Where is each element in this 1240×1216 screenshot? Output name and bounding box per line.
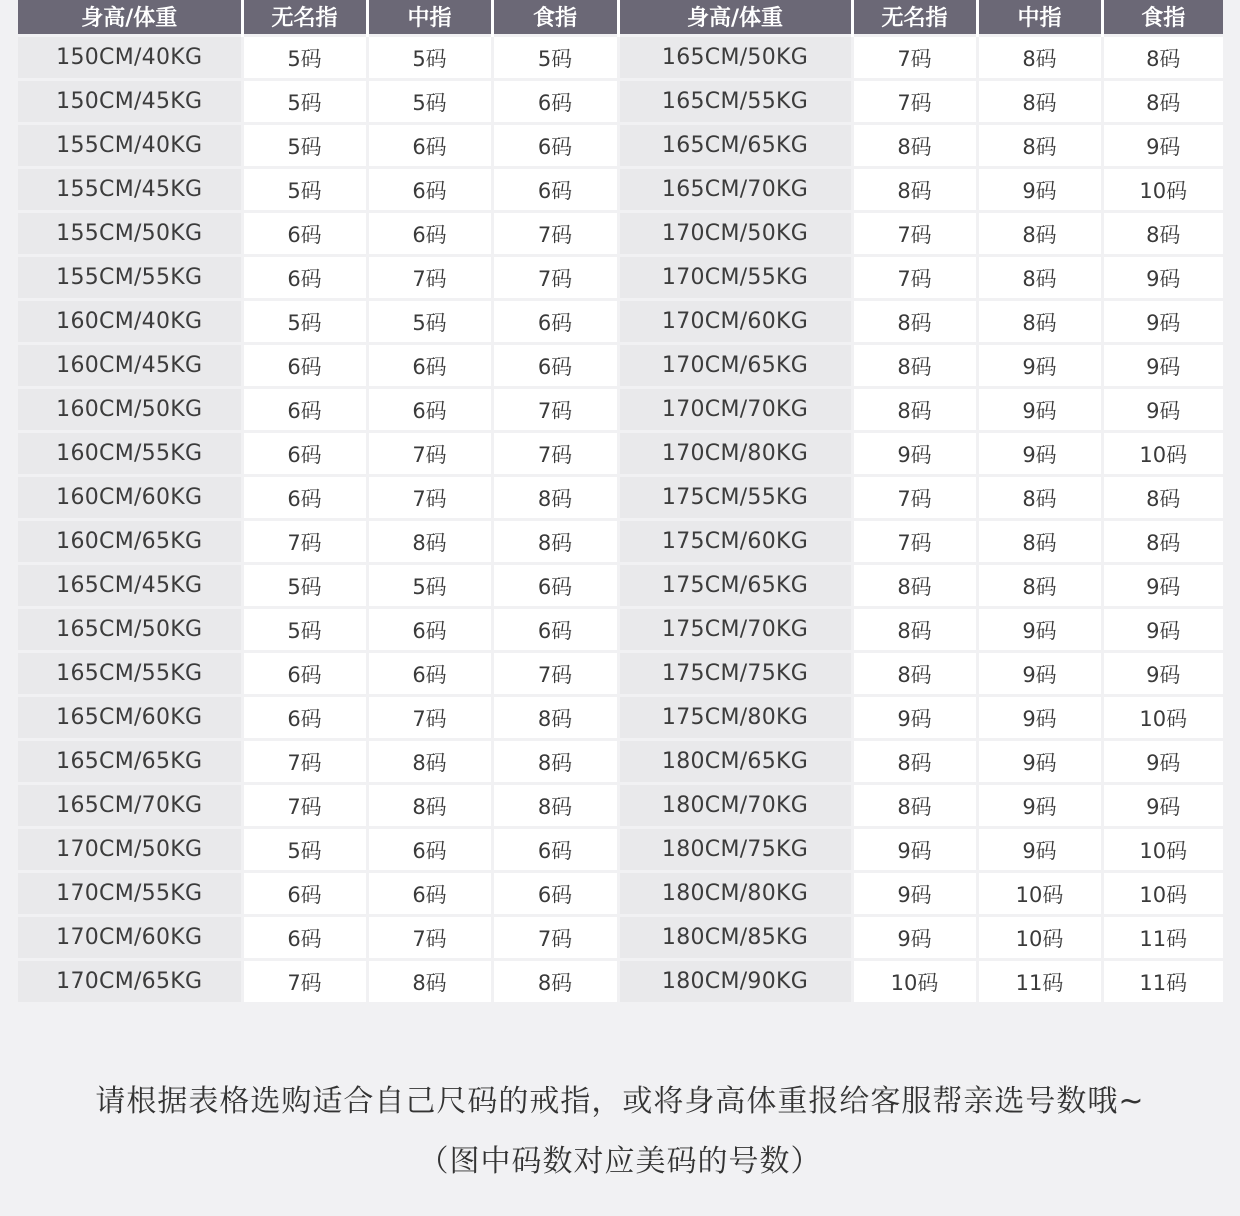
table-row [18, 608, 1223, 652]
cell-height-weight: 180CM/85KG [618, 916, 852, 960]
cell-middle-finger-size: 9码 [977, 740, 1102, 784]
cell-middle-finger-size: 9码 [977, 168, 1102, 212]
cell-middle-finger-size: 5码 [367, 80, 492, 124]
cell-ring-finger-size: 6码 [242, 388, 367, 432]
cell-height-weight: 165CM/70KG [18, 784, 242, 828]
table-row [18, 124, 1223, 168]
cell-ring-finger-size: 5码 [242, 80, 367, 124]
cell-index-finger-size: 8码 [1102, 36, 1223, 80]
cell-height-weight: 155CM/45KG [18, 168, 242, 212]
cell-ring-finger-size: 6码 [242, 696, 367, 740]
cell-index-finger-size: 8码 [492, 960, 618, 1004]
cell-index-finger-size: 6码 [492, 828, 618, 872]
table-row [18, 696, 1223, 740]
cell-index-finger-size: 7码 [492, 212, 618, 256]
table-row [18, 256, 1223, 300]
cell-ring-finger-size: 8码 [852, 784, 977, 828]
cell-height-weight: 170CM/80KG [618, 432, 852, 476]
cell-middle-finger-size: 6码 [367, 652, 492, 696]
cell-index-finger-size: 6码 [492, 300, 618, 344]
size-chart-table [18, 0, 1223, 1005]
cell-index-finger-size: 10码 [1102, 872, 1223, 916]
table-row [18, 916, 1223, 960]
table-row [18, 872, 1223, 916]
cell-ring-finger-size: 8码 [852, 608, 977, 652]
cell-index-finger-size: 6码 [492, 80, 618, 124]
cell-index-finger-size: 8码 [1102, 520, 1223, 564]
cell-height-weight: 165CM/50KG [618, 36, 852, 80]
cell-middle-finger-size: 5码 [367, 300, 492, 344]
cell-height-weight: 180CM/65KG [618, 740, 852, 784]
cell-height-weight: 170CM/65KG [618, 344, 852, 388]
table-row [18, 432, 1223, 476]
cell-ring-finger-size: 8码 [852, 344, 977, 388]
cell-height-weight: 175CM/80KG [618, 696, 852, 740]
cell-ring-finger-size: 8码 [852, 300, 977, 344]
cell-ring-finger-size: 8码 [852, 652, 977, 696]
cell-index-finger-size: 10码 [1102, 168, 1223, 212]
cell-index-finger-size: 9码 [1102, 124, 1223, 168]
cell-ring-finger-size: 8码 [852, 740, 977, 784]
cell-ring-finger-size: 6码 [242, 872, 367, 916]
table-row [18, 80, 1223, 124]
cell-index-finger-size: 11码 [1102, 916, 1223, 960]
cell-height-weight: 155CM/50KG [18, 212, 242, 256]
cell-index-finger-size: 8码 [492, 696, 618, 740]
cell-ring-finger-size: 5码 [242, 36, 367, 80]
header-index-finger: 食指 [1102, 0, 1223, 36]
cell-height-weight: 170CM/55KG [18, 872, 242, 916]
cell-ring-finger-size: 8码 [852, 124, 977, 168]
header-height-weight: 身高/体重 [618, 0, 852, 36]
cell-height-weight: 170CM/65KG [18, 960, 242, 1004]
cell-middle-finger-size: 7码 [367, 256, 492, 300]
cell-middle-finger-size: 8码 [977, 300, 1102, 344]
cell-middle-finger-size: 9码 [977, 652, 1102, 696]
table-row [18, 564, 1223, 608]
cell-index-finger-size: 9码 [1102, 300, 1223, 344]
cell-middle-finger-size: 9码 [977, 608, 1102, 652]
cell-middle-finger-size: 8码 [977, 564, 1102, 608]
cell-index-finger-size: 10码 [1102, 828, 1223, 872]
cell-height-weight: 170CM/70KG [618, 388, 852, 432]
cell-ring-finger-size: 10码 [852, 960, 977, 1004]
cell-middle-finger-size: 6码 [367, 168, 492, 212]
cell-height-weight: 160CM/60KG [18, 476, 242, 520]
size-note: （图中码数对应美码的号数） [418, 1144, 822, 1179]
cell-ring-finger-size: 9码 [852, 872, 977, 916]
cell-ring-finger-size: 7码 [852, 36, 977, 80]
header-height-weight: 身高/体重 [18, 0, 242, 36]
cell-middle-finger-size: 6码 [367, 608, 492, 652]
cell-middle-finger-size: 7码 [367, 476, 492, 520]
cell-index-finger-size: 10码 [1102, 432, 1223, 476]
cell-height-weight: 160CM/55KG [18, 432, 242, 476]
cell-middle-finger-size: 9码 [977, 828, 1102, 872]
header-ring-finger: 无名指 [852, 0, 977, 36]
cell-index-finger-size: 7码 [492, 256, 618, 300]
cell-index-finger-size: 6码 [492, 168, 618, 212]
cell-middle-finger-size: 6码 [367, 212, 492, 256]
cell-index-finger-size: 6码 [492, 344, 618, 388]
cell-index-finger-size: 8码 [492, 476, 618, 520]
cell-index-finger-size: 6码 [492, 124, 618, 168]
header-row [18, 0, 1223, 36]
cell-middle-finger-size: 11码 [977, 960, 1102, 1004]
cell-middle-finger-size: 8码 [977, 80, 1102, 124]
cell-ring-finger-size: 5码 [242, 828, 367, 872]
cell-middle-finger-size: 9码 [977, 344, 1102, 388]
header-ring-finger: 无名指 [242, 0, 367, 36]
table-row [18, 168, 1223, 212]
cell-ring-finger-size: 6码 [242, 256, 367, 300]
cell-index-finger-size: 7码 [492, 916, 618, 960]
cell-index-finger-size: 7码 [492, 388, 618, 432]
cell-ring-finger-size: 5码 [242, 300, 367, 344]
table-row [18, 784, 1223, 828]
cell-index-finger-size: 9码 [1102, 256, 1223, 300]
cell-index-finger-size: 8码 [492, 520, 618, 564]
cell-index-finger-size: 6码 [492, 608, 618, 652]
cell-ring-finger-size: 7码 [852, 520, 977, 564]
cell-height-weight: 150CM/40KG [18, 36, 242, 80]
cell-height-weight: 175CM/60KG [618, 520, 852, 564]
cell-ring-finger-size: 8码 [852, 168, 977, 212]
cell-height-weight: 175CM/75KG [618, 652, 852, 696]
cell-middle-finger-size: 8码 [367, 960, 492, 1004]
cell-ring-finger-size: 7码 [852, 256, 977, 300]
cell-ring-finger-size: 9码 [852, 828, 977, 872]
cell-middle-finger-size: 8码 [977, 476, 1102, 520]
table-row [18, 300, 1223, 344]
cell-ring-finger-size: 6码 [242, 476, 367, 520]
cell-middle-finger-size: 6码 [367, 124, 492, 168]
cell-height-weight: 165CM/70KG [618, 168, 852, 212]
cell-middle-finger-size: 8码 [367, 520, 492, 564]
cell-index-finger-size: 9码 [1102, 388, 1223, 432]
cell-middle-finger-size: 7码 [367, 432, 492, 476]
table-row [18, 388, 1223, 432]
cell-index-finger-size: 9码 [1102, 344, 1223, 388]
cell-middle-finger-size: 8码 [977, 36, 1102, 80]
table-row [18, 740, 1223, 784]
cell-height-weight: 180CM/80KG [618, 872, 852, 916]
cell-ring-finger-size: 8码 [852, 564, 977, 608]
cell-height-weight: 165CM/60KG [18, 696, 242, 740]
cell-middle-finger-size: 8码 [977, 520, 1102, 564]
cell-ring-finger-size: 7码 [242, 520, 367, 564]
cell-index-finger-size: 7码 [492, 652, 618, 696]
cell-ring-finger-size: 7码 [242, 960, 367, 1004]
cell-index-finger-size: 9码 [1102, 652, 1223, 696]
cell-ring-finger-size: 5码 [242, 168, 367, 212]
cell-middle-finger-size: 6码 [367, 388, 492, 432]
cell-ring-finger-size: 6码 [242, 344, 367, 388]
cell-index-finger-size: 6码 [492, 564, 618, 608]
cell-index-finger-size: 8码 [1102, 476, 1223, 520]
cell-middle-finger-size: 8码 [367, 784, 492, 828]
cell-ring-finger-size: 7码 [852, 212, 977, 256]
cell-ring-finger-size: 6码 [242, 652, 367, 696]
cell-index-finger-size: 11码 [1102, 960, 1223, 1004]
cell-middle-finger-size: 8码 [367, 740, 492, 784]
table-row [18, 476, 1223, 520]
cell-index-finger-size: 9码 [1102, 740, 1223, 784]
table-row [18, 344, 1223, 388]
header-middle-finger: 中指 [977, 0, 1102, 36]
cell-ring-finger-size: 8码 [852, 388, 977, 432]
cell-ring-finger-size: 6码 [242, 916, 367, 960]
table-row [18, 520, 1223, 564]
table-row [18, 36, 1223, 80]
cell-ring-finger-size: 7码 [852, 80, 977, 124]
cell-height-weight: 170CM/60KG [618, 300, 852, 344]
cell-middle-finger-size: 6码 [367, 872, 492, 916]
cell-middle-finger-size: 8码 [977, 212, 1102, 256]
cell-height-weight: 165CM/55KG [18, 652, 242, 696]
cell-height-weight: 180CM/70KG [618, 784, 852, 828]
cell-middle-finger-size: 9码 [977, 432, 1102, 476]
cell-height-weight: 165CM/65KG [618, 124, 852, 168]
table-row [18, 828, 1223, 872]
cell-height-weight: 160CM/50KG [18, 388, 242, 432]
cell-middle-finger-size: 5码 [367, 36, 492, 80]
header-index-finger: 食指 [492, 0, 618, 36]
cell-height-weight: 165CM/65KG [18, 740, 242, 784]
cell-height-weight: 160CM/45KG [18, 344, 242, 388]
cell-ring-finger-size: 9码 [852, 432, 977, 476]
cell-middle-finger-size: 10码 [977, 916, 1102, 960]
cell-middle-finger-size: 10码 [977, 872, 1102, 916]
cell-middle-finger-size: 5码 [367, 564, 492, 608]
cell-height-weight: 155CM/40KG [18, 124, 242, 168]
cell-height-weight: 160CM/65KG [18, 520, 242, 564]
cell-height-weight: 175CM/70KG [618, 608, 852, 652]
cell-middle-finger-size: 6码 [367, 828, 492, 872]
cell-index-finger-size: 7码 [492, 432, 618, 476]
cell-height-weight: 170CM/50KG [618, 212, 852, 256]
table-row [18, 960, 1223, 1004]
cell-index-finger-size: 9码 [1102, 564, 1223, 608]
size-chart-body [18, 36, 1223, 1004]
cell-ring-finger-size: 6码 [242, 432, 367, 476]
cell-height-weight: 155CM/55KG [18, 256, 242, 300]
cell-middle-finger-size: 7码 [367, 696, 492, 740]
cell-ring-finger-size: 6码 [242, 212, 367, 256]
cell-ring-finger-size: 9码 [852, 916, 977, 960]
cell-index-finger-size: 8码 [492, 784, 618, 828]
cell-ring-finger-size: 9码 [852, 696, 977, 740]
cell-height-weight: 165CM/55KG [618, 80, 852, 124]
cell-index-finger-size: 10码 [1102, 696, 1223, 740]
cell-height-weight: 170CM/60KG [18, 916, 242, 960]
cell-middle-finger-size: 9码 [977, 388, 1102, 432]
cell-ring-finger-size: 7码 [242, 784, 367, 828]
cell-middle-finger-size: 9码 [977, 784, 1102, 828]
cell-ring-finger-size: 5码 [242, 608, 367, 652]
cell-middle-finger-size: 7码 [367, 916, 492, 960]
cell-ring-finger-size: 7码 [852, 476, 977, 520]
table-row [18, 652, 1223, 696]
instruction-text: 请根据表格选购适合自己尺码的戒指，或将身高体重报给客服帮亲选号数哦~ [95, 1084, 1145, 1119]
cell-ring-finger-size: 5码 [242, 564, 367, 608]
cell-index-finger-size: 9码 [1102, 608, 1223, 652]
cell-middle-finger-size: 8码 [977, 256, 1102, 300]
cell-height-weight: 165CM/45KG [18, 564, 242, 608]
cell-height-weight: 175CM/55KG [618, 476, 852, 520]
cell-middle-finger-size: 6码 [367, 344, 492, 388]
header-middle-finger: 中指 [367, 0, 492, 36]
table-row [18, 212, 1223, 256]
cell-index-finger-size: 6码 [492, 872, 618, 916]
cell-height-weight: 160CM/40KG [18, 300, 242, 344]
cell-index-finger-size: 9码 [1102, 784, 1223, 828]
cell-index-finger-size: 8码 [1102, 212, 1223, 256]
cell-height-weight: 175CM/65KG [618, 564, 852, 608]
cell-middle-finger-size: 8码 [977, 124, 1102, 168]
cell-height-weight: 180CM/90KG [618, 960, 852, 1004]
cell-height-weight: 165CM/50KG [18, 608, 242, 652]
cell-index-finger-size: 8码 [1102, 80, 1223, 124]
cell-height-weight: 170CM/55KG [618, 256, 852, 300]
cell-ring-finger-size: 5码 [242, 124, 367, 168]
cell-ring-finger-size: 7码 [242, 740, 367, 784]
cell-index-finger-size: 5码 [492, 36, 618, 80]
cell-middle-finger-size: 9码 [977, 696, 1102, 740]
cell-height-weight: 170CM/50KG [18, 828, 242, 872]
cell-height-weight: 180CM/75KG [618, 828, 852, 872]
cell-height-weight: 150CM/45KG [18, 80, 242, 124]
cell-index-finger-size: 8码 [492, 740, 618, 784]
